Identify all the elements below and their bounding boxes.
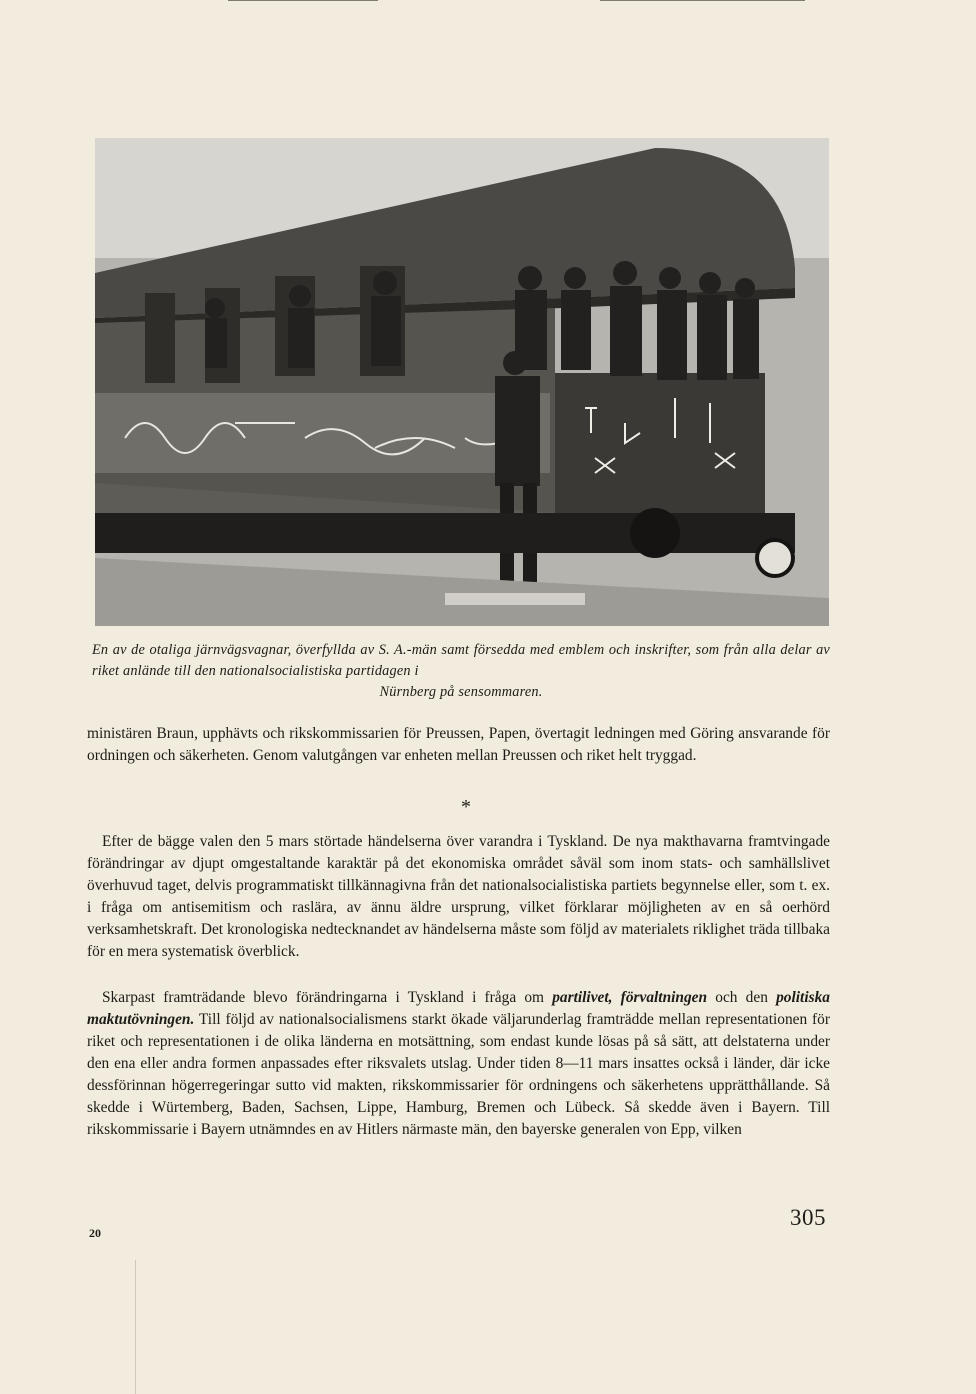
page-number: 305 [790,1205,826,1230]
top-rule [228,0,378,1]
train-photo-illustration [95,138,829,626]
margin-line [135,1260,136,1394]
train-photograph [95,138,829,626]
emphasis-maktutovningen: politiska maktutövningen. [87,989,830,1028]
caption-line: inskrifter, som från alla delar av riket anlände till den nationalsocialistiska partidagen i [92,642,830,679]
caption-line: En av de otaliga järnvägsvagnar, överfyllda av S. A.-män samt försedda med emblem och [92,642,631,658]
photo-caption [92,640,830,703]
paragraph: Efter de bägge valen den 5 mars störtade händelserna över varandra i Tyskland. De nya makthavarna framtvingade förändringar av djupt omgestaltande karaktär på det ekonomiska området såväl som inom stats- och samhällslivet överhuvud taget, delvis programmatiskt tillkännagivna från det nationalsocialistiska partiets begynnelse eller, som t. ex. i fråga om antisemitism och raslära, av ännu äldre ursprung, vilket förklarar möjligheten av en så oerhörd verksamhetskraft. Det kronologiska nedtecknandet av händelserna måste som följd av materialets riklighet träda tillbaka för en mera systematisk överblick. [87,833,830,960]
signature-mark: 20 [89,1226,101,1240]
emphasis-partilivet: partilivet, förvaltningen [552,989,708,1006]
caption-line: Nürnberg på sensommaren. [379,684,543,700]
paragraph: Skarpast framträdande blevo förändringarna i Tyskland i fråga om partilivet, förvaltningen och den politiska maktutövningen. Till följd av nationalsocialismens starkt ökade väljarunderlag framträdde mellan representationen för riket och representationen i de olika länderna en motsättning, som endast kunde lösas på så sätt, att delstaterna under den ena eller andra formen anpassades efter riksvalets utslag. Under tiden 8—11 mars insattes också i länder, där icke dessförinnan högerregeringar sutto vid makten, rikskommissarier för ordningens och säkerhetens upprätthållande. Så skedde i Würtemberg, Baden, Sachsen, Lippe, Hamburg, Bremen och Lübeck. Så skedde även i Bayern. Till rikskommissarie i Bayern utnämndes en av Hitlers närmaste män, den bayerske generalen von Epp, vilken [87,989,830,1138]
section-break-asterisk: * [461,796,471,818]
paragraph-continuation: ministären Braun, upphävts och rikskommissarien för Preussen, Papen, övertagit ledningen med Göring ansvarande för ordningen och säkerheten. Genom valutgången var enheten mellan Preussen och riket helt tryggad. [87,725,830,764]
top-rule [600,0,805,1]
